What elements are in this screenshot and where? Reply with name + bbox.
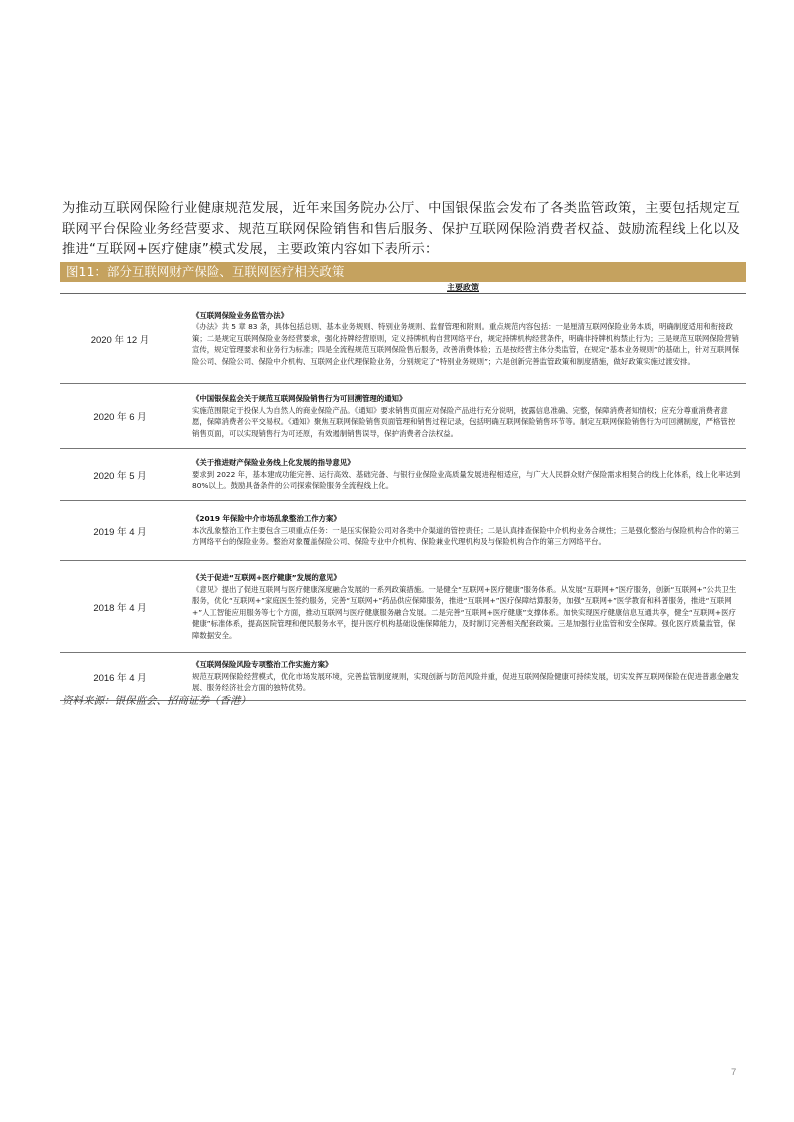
policy-content: 实施范围限定于投保人为自然人的商业保险产品。《通知》要求销售页面应对保险产品进行充分说明，披露信息准确、完整，保障消费者知情权；应充分尊重消费者意愿，保障消费者公平交易权。《通知》聚焦互联网保险销售页面管理和销售过程记录，包括明确互联网保险销售环节等。制定互联网保险销售行为可回溯制度，严格管控销售页面，可以实现销售行为可还原，有效遏制销售误导，保护消费者合法权益。 — [192, 405, 736, 438]
row-content — [180, 501, 746, 561]
table-row — [60, 561, 746, 653]
row-date: 2016 年 4 月 — [60, 653, 180, 701]
header-main-policy: 主要政策 — [180, 283, 746, 294]
table-row — [60, 384, 746, 449]
row-content — [180, 653, 746, 701]
policy-content: 本次乱象整治工作主要包含三项重点任务：一是压实保险公司对各类中介渠道的管控责任；二是认真排查保险中介机构业务合规性；三是强化整治与保险机构合作的第三方网络平台的保险业务。整治对象覆盖保险公司、保险专业中介机构、保险兼业代理机构及与保险机构合作的第三方网络平台。 — [192, 525, 739, 547]
table-row — [60, 501, 746, 561]
figure-title: 图11：部分互联网财产保险、互联网医疗相关政策 — [60, 262, 746, 282]
table-row — [60, 294, 746, 384]
policy-title: 《互联网保险风险专项整治工作实施方案》 — [192, 660, 333, 670]
intro-paragraph: 为推动互联网保险行业健康规范发展，近年来国务院办公厅、中国银保监会发布了各类监管政策，主要包括规定互联网平台保险业务经营要求、规范互联网保险销售和售后服务、保护互联网保险消费者权益、鼓励流程线上化以及推进“互联网+医疗健康”模式发展，主要政策内容如下表所示： — [62, 201, 740, 257]
row-date: 2018 年 4 月 — [60, 561, 180, 653]
policy-content: 《意见》提出了促进互联网与医疗健康深度融合发展的一系列政策措施。一是健全“互联网+医疗健康”服务体系。从发展“互联网+”医疗服务，创新“互联网+”公共卫生服务，优化“互联网+”家庭医生签约服务，完善“互联网+”药品供应保障服务，推进“互联网+”医疗保障结算服务，加强“互联网+”医学教育和科普服务，推进“互联网+”人工智能应用服务等七个方面，推动互联网与医疗健康服务融合发展。二是完善“互联网+医疗健康”支撑体系。加快实现医疗健康信息互通共享，健全“互联网+医疗健康”标准体系，提高医院管理和便民服务水平，提升医疗机构基础设施保障能力，及时制订完善相关配套政策。三是加强行业监管和安全保障。强化医疗质量监管，保障数据安全。 — [192, 584, 737, 640]
row-content — [180, 561, 746, 653]
table-header-row — [60, 283, 746, 294]
row-date: 2019 年 4 月 — [60, 501, 180, 561]
row-date: 2020 年 5 月 — [60, 449, 180, 501]
policy-title: 《互联网保险业务监管办法》 — [192, 310, 289, 320]
page-number: 7 — [731, 1067, 737, 1078]
policy-content: 要求到 2022 年，基本建成功能完善、运行高效、基础完备、与银行业保险业高质量发展进程相适应，与广大人民群众财产保险需求相契合的线上化体系，线上化率达到 80%以上。鼓励具备条件的公司探索保险服务全流程线上化。 — [192, 469, 741, 491]
policy-title: 《关于促进“互联网+医疗健康”发展的意见》 — [192, 573, 341, 582]
row-content — [180, 384, 746, 449]
row-date: 2020 年 6 月 — [60, 384, 180, 449]
row-date: 2020 年 12 月 — [60, 294, 180, 384]
policy-title: 《关于推进财产保险业务线上化发展的指导意见》 — [192, 458, 355, 468]
row-content — [180, 294, 746, 384]
policy-content: 规范互联网保险经营模式，优化市场发展环境，完善监管制度规则，实现创新与防范风险并重，促进互联网保险健康可持续发展，切实发挥互联网保险在促进普惠金融发展、服务经济社会方面的独特优势。 — [192, 671, 739, 693]
source-note: 资料来源：银保监会、招商证券（香港） — [62, 695, 251, 707]
row-content — [180, 449, 746, 501]
policy-content: 《办法》共 5 章 83 条，具体包括总则、基本业务规则、特别业务规则、监督管理和附则。重点规范内容包括：一是厘清互联网保险业务本质，明确制度适用和衔接政策；二是规定互联网保险业务经营要求，强化持牌经营原则，定义持牌机构自营网络平台，规定持牌机构经营条件，明确非持牌机构禁止行为；三是规范互联网保险营销宣传，规定管理要求和业务行为标准；四是全流程规范互联网保险售后服务，改善消费体验；五是按经营主体分类监管，在规定“基本业务规则”的基础上，针对互联网保险公司、保险公司、保险中介机构、互联网企业代理保险业务，分别规定了“特别业务规则”；六是创新完善监管政策和制度措施，做好政策实施过渡安排。 — [192, 322, 740, 366]
policy-table — [60, 283, 746, 701]
policy-title: 《2019 年保险中介市场乱象整治工作方案》 — [192, 514, 341, 524]
table-row — [60, 449, 746, 501]
header-spacer — [60, 283, 180, 294]
policy-title: 《中国银保监会关于规范互联网保险销售行为可回溯管理的通知》 — [192, 394, 407, 403]
